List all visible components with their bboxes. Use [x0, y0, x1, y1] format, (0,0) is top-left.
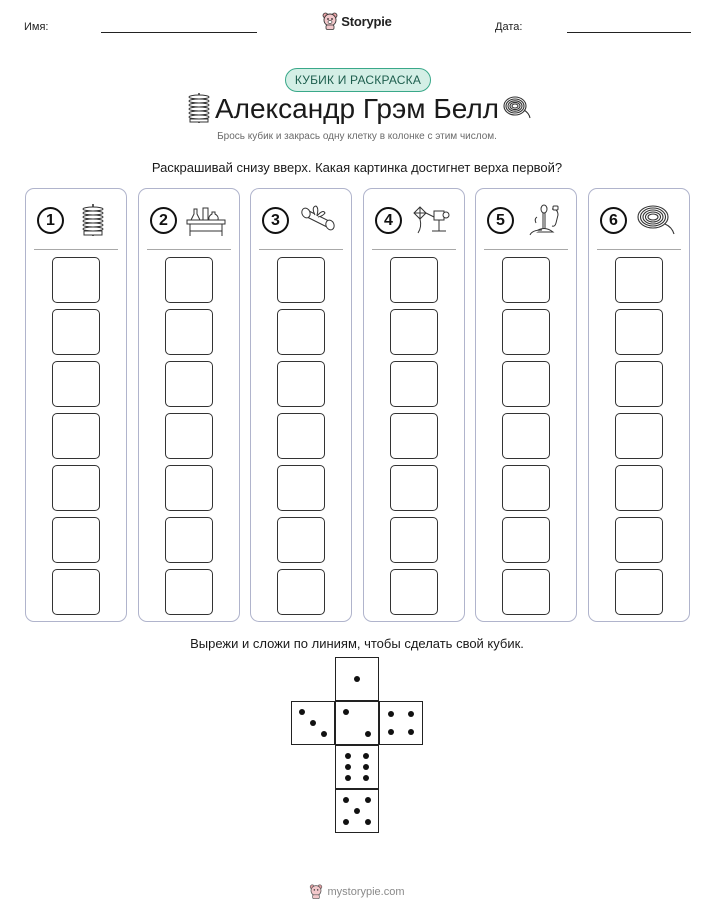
die-face-6 — [335, 745, 379, 789]
color-cell[interactable] — [615, 257, 663, 303]
column-number: 6 — [600, 207, 627, 234]
disc-stack-icon — [72, 203, 114, 237]
color-cell[interactable] — [165, 361, 213, 407]
date-label: Дата: — [495, 21, 523, 33]
die-pip — [408, 729, 414, 735]
instruction: Раскрашивай снизу вверх. Какая картинка достигнет верха первой? — [151, 160, 563, 175]
column-divider — [147, 249, 231, 250]
color-cell[interactable] — [52, 361, 100, 407]
brand-logo — [0, 12, 714, 30]
color-cell[interactable] — [502, 465, 550, 511]
color-cell[interactable] — [390, 517, 438, 563]
name-label: Имя: — [24, 21, 49, 33]
cut-instruction: Вырежи и сложи по линиям, чтобы сделать свой кубик. — [190, 636, 524, 651]
die-pip — [321, 731, 327, 737]
color-cell[interactable] — [52, 517, 100, 563]
die-face-1 — [335, 657, 379, 701]
color-cell[interactable] — [390, 257, 438, 303]
name-line[interactable] — [101, 32, 257, 33]
die-face-5 — [335, 789, 379, 833]
dice-column-4 — [363, 188, 465, 622]
color-cell[interactable] — [165, 257, 213, 303]
color-cell[interactable] — [277, 517, 325, 563]
die-pip — [354, 676, 360, 682]
bear-mascot-icon — [322, 12, 338, 30]
footer-url[interactable]: mystorypie.com — [327, 885, 405, 898]
color-cell[interactable] — [52, 309, 100, 355]
bear-mascot-icon — [309, 884, 323, 899]
color-cell[interactable] — [615, 517, 663, 563]
die-face-2 — [335, 701, 379, 745]
die-pip — [408, 711, 414, 717]
dice-column-1 — [25, 188, 127, 622]
column-divider — [259, 249, 343, 250]
color-cell[interactable] — [390, 309, 438, 355]
die-pip — [345, 775, 351, 781]
color-cell[interactable] — [502, 309, 550, 355]
dice-column-3 — [250, 188, 352, 622]
die-pip — [363, 764, 369, 770]
candlestick-telephone-icon — [522, 203, 564, 237]
kite-apparatus-icon — [410, 203, 452, 237]
column-number: 3 — [262, 207, 289, 234]
die-pip — [363, 775, 369, 781]
column-number: 2 — [150, 207, 177, 234]
column-number: 5 — [487, 207, 514, 234]
dice-column-6 — [588, 188, 690, 622]
color-cell[interactable] — [277, 309, 325, 355]
color-cell[interactable] — [390, 361, 438, 407]
color-cell[interactable] — [165, 309, 213, 355]
die-pip — [365, 819, 371, 825]
date-line[interactable] — [567, 32, 691, 33]
column-number: 1 — [37, 207, 64, 234]
die-pip — [388, 729, 394, 735]
color-cell[interactable] — [277, 465, 325, 511]
die-face-4 — [379, 701, 423, 745]
brand-name: Storypie — [341, 13, 392, 29]
color-cell[interactable] — [502, 361, 550, 407]
color-cell[interactable] — [277, 413, 325, 459]
column-divider — [34, 249, 118, 250]
color-cell[interactable] — [502, 569, 550, 615]
color-cell[interactable] — [52, 257, 100, 303]
color-cell[interactable] — [502, 413, 550, 459]
color-cell[interactable] — [52, 413, 100, 459]
color-cell[interactable] — [390, 569, 438, 615]
die-pip — [345, 764, 351, 770]
die-pip — [354, 808, 360, 814]
color-cell[interactable] — [52, 569, 100, 615]
color-cell[interactable] — [165, 517, 213, 563]
color-cell[interactable] — [390, 465, 438, 511]
die-pip — [365, 797, 371, 803]
column-number: 4 — [375, 207, 402, 234]
die-pip — [299, 709, 305, 715]
scroll-icon — [297, 203, 339, 237]
color-cell[interactable] — [615, 413, 663, 459]
color-cell[interactable] — [277, 569, 325, 615]
color-cell[interactable] — [165, 569, 213, 615]
color-cell[interactable] — [615, 361, 663, 407]
color-cell[interactable] — [165, 413, 213, 459]
color-cell[interactable] — [390, 413, 438, 459]
die-pip — [310, 720, 316, 726]
die-face-3 — [291, 701, 335, 745]
activity-badge: КУБИК И РАСКРАСКА — [285, 68, 431, 92]
dice-column-2 — [138, 188, 240, 622]
color-cell[interactable] — [615, 569, 663, 615]
die-pip — [343, 709, 349, 715]
lab-table-icon — [185, 203, 227, 237]
die-pip — [343, 819, 349, 825]
color-cell[interactable] — [502, 257, 550, 303]
die-pip — [388, 711, 394, 717]
color-cell[interactable] — [52, 465, 100, 511]
die-pip — [345, 753, 351, 759]
column-divider — [484, 249, 568, 250]
column-divider — [372, 249, 456, 250]
wire-coil-icon — [502, 94, 532, 120]
color-cell[interactable] — [615, 465, 663, 511]
footer — [0, 884, 714, 899]
die-pip — [343, 797, 349, 803]
die-pip — [363, 753, 369, 759]
subtitle: Брось кубик и закрась одну клетку в колонке с этим числом. — [217, 131, 497, 142]
color-cell[interactable] — [277, 257, 325, 303]
color-cell[interactable] — [277, 361, 325, 407]
color-cell[interactable] — [615, 309, 663, 355]
color-cell[interactable] — [502, 517, 550, 563]
wire-coil-icon — [635, 203, 677, 237]
dice-column-5 — [475, 188, 577, 622]
die-pip — [365, 731, 371, 737]
column-divider — [597, 249, 681, 250]
color-cell[interactable] — [165, 465, 213, 511]
page-title: Александр Грэм Белл — [214, 93, 500, 124]
